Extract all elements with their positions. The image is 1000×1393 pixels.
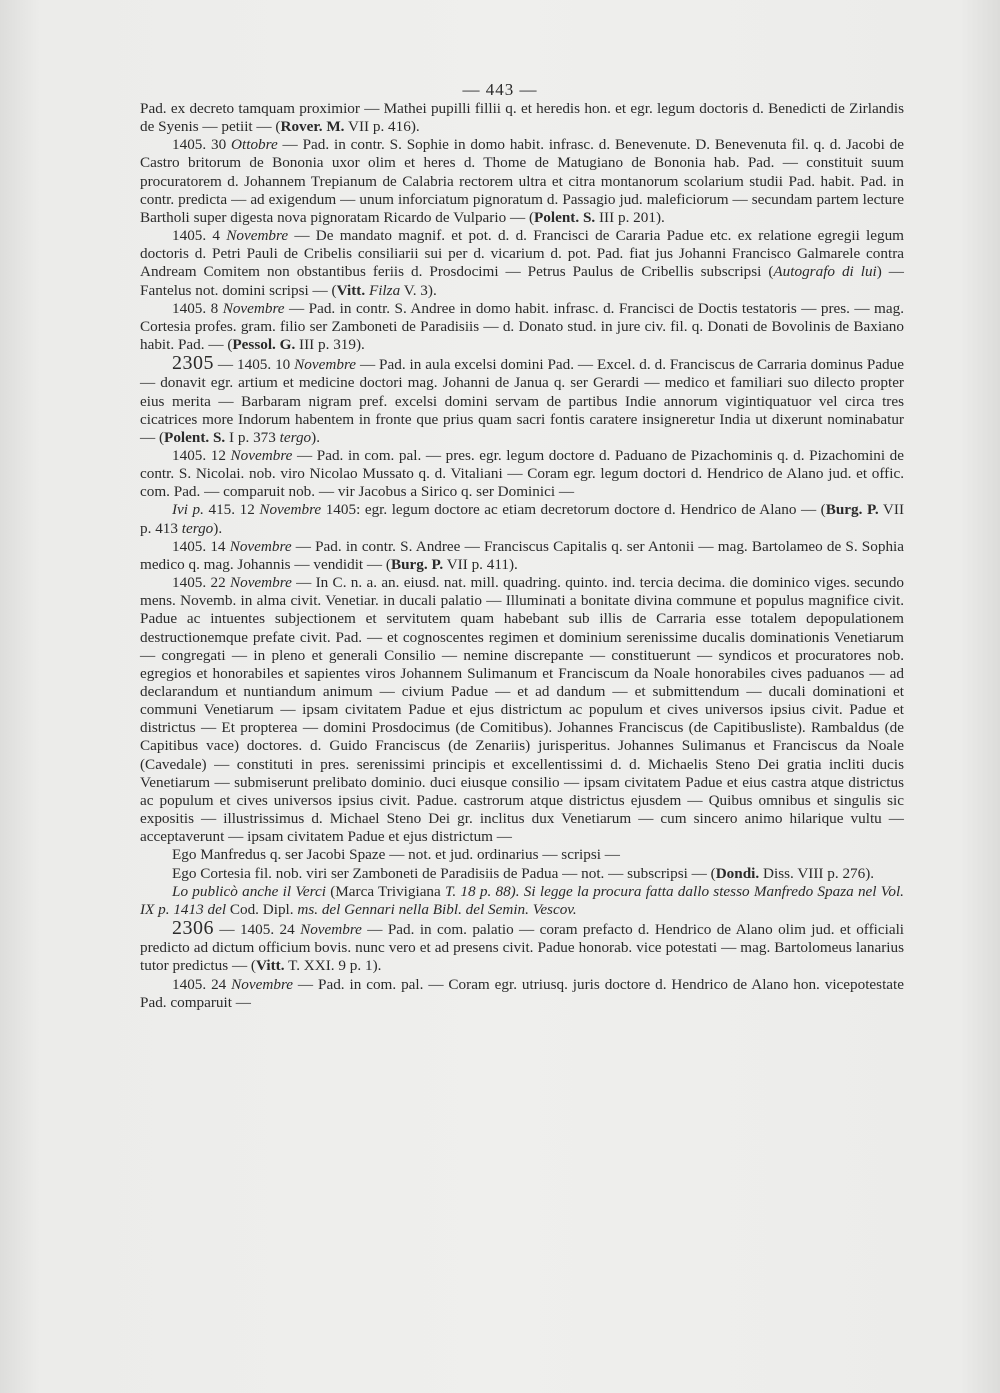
text-segment: Filza: [368, 281, 401, 299]
text-segment: 1405. 24: [172, 975, 232, 993]
source-reference: Rover. M.: [280, 118, 345, 136]
text-segment: Novembre: [231, 975, 294, 993]
text-segment: Novembre: [294, 356, 357, 374]
text-segment: Novembre: [229, 537, 292, 555]
text-segment: — Pad. in com. pal. — Coram egr. utriusq. juris doctore d. Hendrico de Alano hon. vicepotestate Pad. comparuit —: [140, 975, 905, 1011]
text-segment: Diss. VIII p. 276).: [759, 864, 875, 882]
page-number: — 443 —: [462, 80, 538, 99]
text-segment: Ivi p.: [172, 501, 204, 519]
text-segment: I p. 373: [225, 428, 280, 446]
text-segment: VII p. 413: [140, 501, 904, 537]
text-segment: — De mandato magnif. et pot. d. d. Francisci de Cararia Padue etc. ex relatione egregii legum doctoris d. Petri Pauli de Cribelis consiliarii sui per d. vicarium d. pot. Pad. fiat jus Johanni Francisco Galmarele contra Andream Comitem non obstantibus feriis d. Prosdocimi — Petrus Paulus de Cribellis subscripsi (: [140, 227, 904, 281]
text-segment: — Pad. in com. palatio — coram prefacto d. Hendrico de Alano olim jud. et officiali predicto ad dictum officium bovis. nunc vero et ad presens civit. Padue honorab. vice potestati — mag. Bartolomeus lanarius tutor predictus — (: [140, 921, 905, 975]
source-reference: Vitt.: [256, 957, 285, 975]
text-segment: III p. 201).: [595, 208, 665, 226]
source-reference: Polent. S.: [164, 428, 226, 446]
text-segment: V. 3).: [400, 281, 437, 299]
text-segment: Ego Cortesia fil. nob. viri ser Zamboneti de Paradisiis de Padua — not. — subscripsi — (: [172, 864, 716, 882]
text-segment: 1405. 22: [172, 574, 230, 592]
document-number: 2306: [172, 917, 214, 940]
text-segment: Cod. Dipl.: [226, 900, 298, 918]
text-segment: — 1405. 10: [214, 356, 295, 374]
paragraph: [140, 136, 904, 227]
text-segment: ).: [311, 428, 321, 446]
text-segment: 1405. 30: [172, 136, 232, 154]
text-segment: (Marca Trivigiana: [325, 882, 446, 900]
text-segment: Novembre: [222, 299, 285, 317]
paragraph: [140, 538, 904, 574]
source-reference: Burg. P.: [390, 555, 444, 573]
paragraph: [140, 227, 904, 300]
text-segment: VII p. 416).: [344, 118, 420, 136]
text-segment: tergo: [279, 428, 312, 446]
text-segment: — In C. n. a. an. eiusd. nat. mill. quadring. quinto. ind. tercia decima. die dominico viges. secundo mens. Novemb. in alma civit. Venetiar. in ducali palatio — Illuminati a bonitate divina commune et populus magnifice civit. Padue ac intuentes subjectionem et servitutem quam habebant sub illis de Carraria esse totalem depopulationem destructionemque prefate civit. Pad. — et cognoscentes regimen et dominium serenissime ducalis dominationis Venetiarum — congregati — in pleno et generali Consilio — nemine discrepante — constituerunt — syndicos et procuratores nob. egregios et honorabiles et sapientes viros Johannem Sulimanum et Franciscum da Noale honorabiles cives paduanos — ad declarandum et nuntiandum animum — civium Padue — et ad dandum — et submittendum — ducali dominationi et communi Venetiarum — ipsam civitatem Padue et ejus districtum ac populum et cives universos ipsius civit. Padue et districtus — Et propterea — domini Prosdocimus (de Comitibus). Johannes Franciscus (de Capitibusliste). Rambaldus (de Capitibus vace) doctores. d. Guido Franciscus (de Zenariis) jurisperitus. Johannes Sulimanus et Franciscus da Noale (Cavedale) — constituti in pres. serenissimi principis et excellentissimi d. d. Michaelis Steno Dei gratia incliti ducis Venetiarum — submiserunt prelibato dominio. duci eiusque consilio — ipsam civitatem Padue et eius castra atque districtus ac populum et cives universos ipsius civit. Padue. castrorum atque districtus ejusdem — Quibus omnibus et singulis sic expositis — illustrissimus d. Michael Steno Dei gr. inclitus dux Venetiarum — cum sincero animo hilarique vultu — acceptaverunt — ipsam civitatem Padue et ejus districtum —: [140, 574, 905, 846]
text-segment: Autografo di lui: [773, 263, 877, 281]
text-segment: — Pad. in contr. S. Sophie in domo habit. infrasc. d. Benevenute. D. Benevenuta fil. q. d. Jacobi de Castro britorum de Bononia uxor olim et heres d. Thome de Matugiano de Bononia hab. Pad. — constituit suum procuratorem d. Johannem Trepianum de Calabria rectorem ultra et citra montanorum scolarium studii Pad. habit. Pad. in contr. predicta — ad exigendum — unum inforciatum pignoratum d. Passagio jud. maleficiorum — secundam partem lecture Bartholi super digesta nova pignoratam Ricardo de Vulpario — (: [140, 136, 904, 226]
text-segment: ).: [213, 519, 223, 537]
text-segment: 1405. 8: [172, 299, 223, 317]
text-segment: — Pad. in contr. S. Andree in domo habit. infrasc. d. Francisci de Doctis testatoris — pres. — mag. Cortesia profes. gram. filio ser Zamboneti de Paradisiis — d. Donato stud. in jure civ. fil. q. Donati de Bovolinis de Baxiano habit. Pad. — (: [140, 299, 905, 354]
text-segment: Novembre: [300, 921, 362, 939]
text-segment: 1405. 4: [172, 227, 227, 245]
text-segment: III p. 319).: [295, 336, 365, 354]
text-segment: T. 18 p. 88). Si legge la procura fatta dallo stesso Manfredo Spaza nel Vol. IX p. 1413 del: [140, 882, 904, 918]
paragraph: [140, 501, 904, 537]
text-segment: Novembre: [229, 574, 292, 592]
source-reference: Polent. S.: [534, 208, 596, 226]
paragraph: [140, 883, 904, 919]
text-segment: 415. 12: [203, 501, 260, 519]
text-segment: Novembre: [230, 446, 293, 464]
text-segment: — Pad. in aula excelsi domini Pad. — Excel. d. d. Franciscus de Carraria dominus Padue — donavit egr. artium et medicine doctori mag. Johanni de Janua q. ser Gerardi — medico et familiari suo dilecto propter eius merita — Barbaram nigram pref. excelsi domini servam de partibus Indie annorum vigintiquatuor vel circa tres cicatrices more Indorum habentem in fronte que prius quam sacri fontis caratere insigneretur India ut dixerunt nominabatur — (: [140, 356, 904, 446]
text-segment: T. XXI. 9 p. 1).: [284, 957, 382, 975]
text-segment: Novembre: [259, 501, 322, 519]
text-segment: — 1405. 24: [214, 921, 301, 939]
paragraph: [140, 976, 904, 1012]
text-segment: 1405: egr. legum doctore ac etiam decretorum doctore d. Hendrico de Alano — (: [321, 501, 826, 519]
paragraph: [140, 846, 904, 864]
text-segment: ms. del Gennari nella Bibl. del Semin. Vescov.: [297, 900, 577, 918]
text-segment: tergo: [181, 519, 214, 537]
text-segment: Lo publicò anche il Verci: [172, 882, 326, 900]
source-reference: Vitt.: [336, 281, 366, 299]
body-text: [140, 100, 904, 1012]
paragraph: [140, 100, 904, 136]
source-reference: Dondi.: [715, 864, 760, 882]
source-reference: Pessol. G.: [232, 336, 296, 354]
paragraph: [140, 354, 904, 447]
paragraph: [140, 300, 904, 354]
text-segment: Pad. ex decreto tamquam proximior — Mathei pupilli fillii q. et heredis hon. et egr. legum doctoris d. Benedicti de Zirlandis de Syenis — petiit — (: [140, 100, 904, 136]
text-segment: 1405. 12: [172, 446, 231, 464]
text-segment: — Pad. in com. pal. — pres. egr. legum doctore d. Paduano de Pizachominis q. d. Pizachomini de contr. S. Nicolai. nob. viro Nicolao Mussato q. d. Vitaliani — Coram egr. legum doctori d. Hendrico de Alano jud. et offic. com. Pad. — comparuit nob. — vir Jacobus a Sirico q. ser Dominici —: [140, 446, 904, 501]
text-segment: ) — Fantelus not. domini scripsi — (: [140, 263, 904, 299]
paragraph: [140, 919, 904, 975]
paragraph: [140, 447, 904, 501]
paragraph: [140, 865, 904, 883]
source-reference: Burg. P.: [825, 501, 879, 519]
text-segment: 1405. 14: [172, 537, 230, 555]
text-segment: VII p. 411).: [443, 555, 518, 573]
document-number: 2305: [172, 352, 214, 375]
paragraph: [140, 574, 904, 846]
text-segment: Ego Manfredus q. ser Jacobi Spaze — not. et jud. ordinarius — scripsi —: [172, 846, 620, 864]
text-segment: — Pad. in contr. S. Andree — Franciscus Capitalis q. ser Antonii — mag. Bartolameo de S. Sophia medico q. mag. Johannis — vendidit — (: [140, 537, 904, 573]
text-segment: Ottobre: [231, 136, 278, 154]
text-segment: Novembre: [226, 227, 289, 245]
